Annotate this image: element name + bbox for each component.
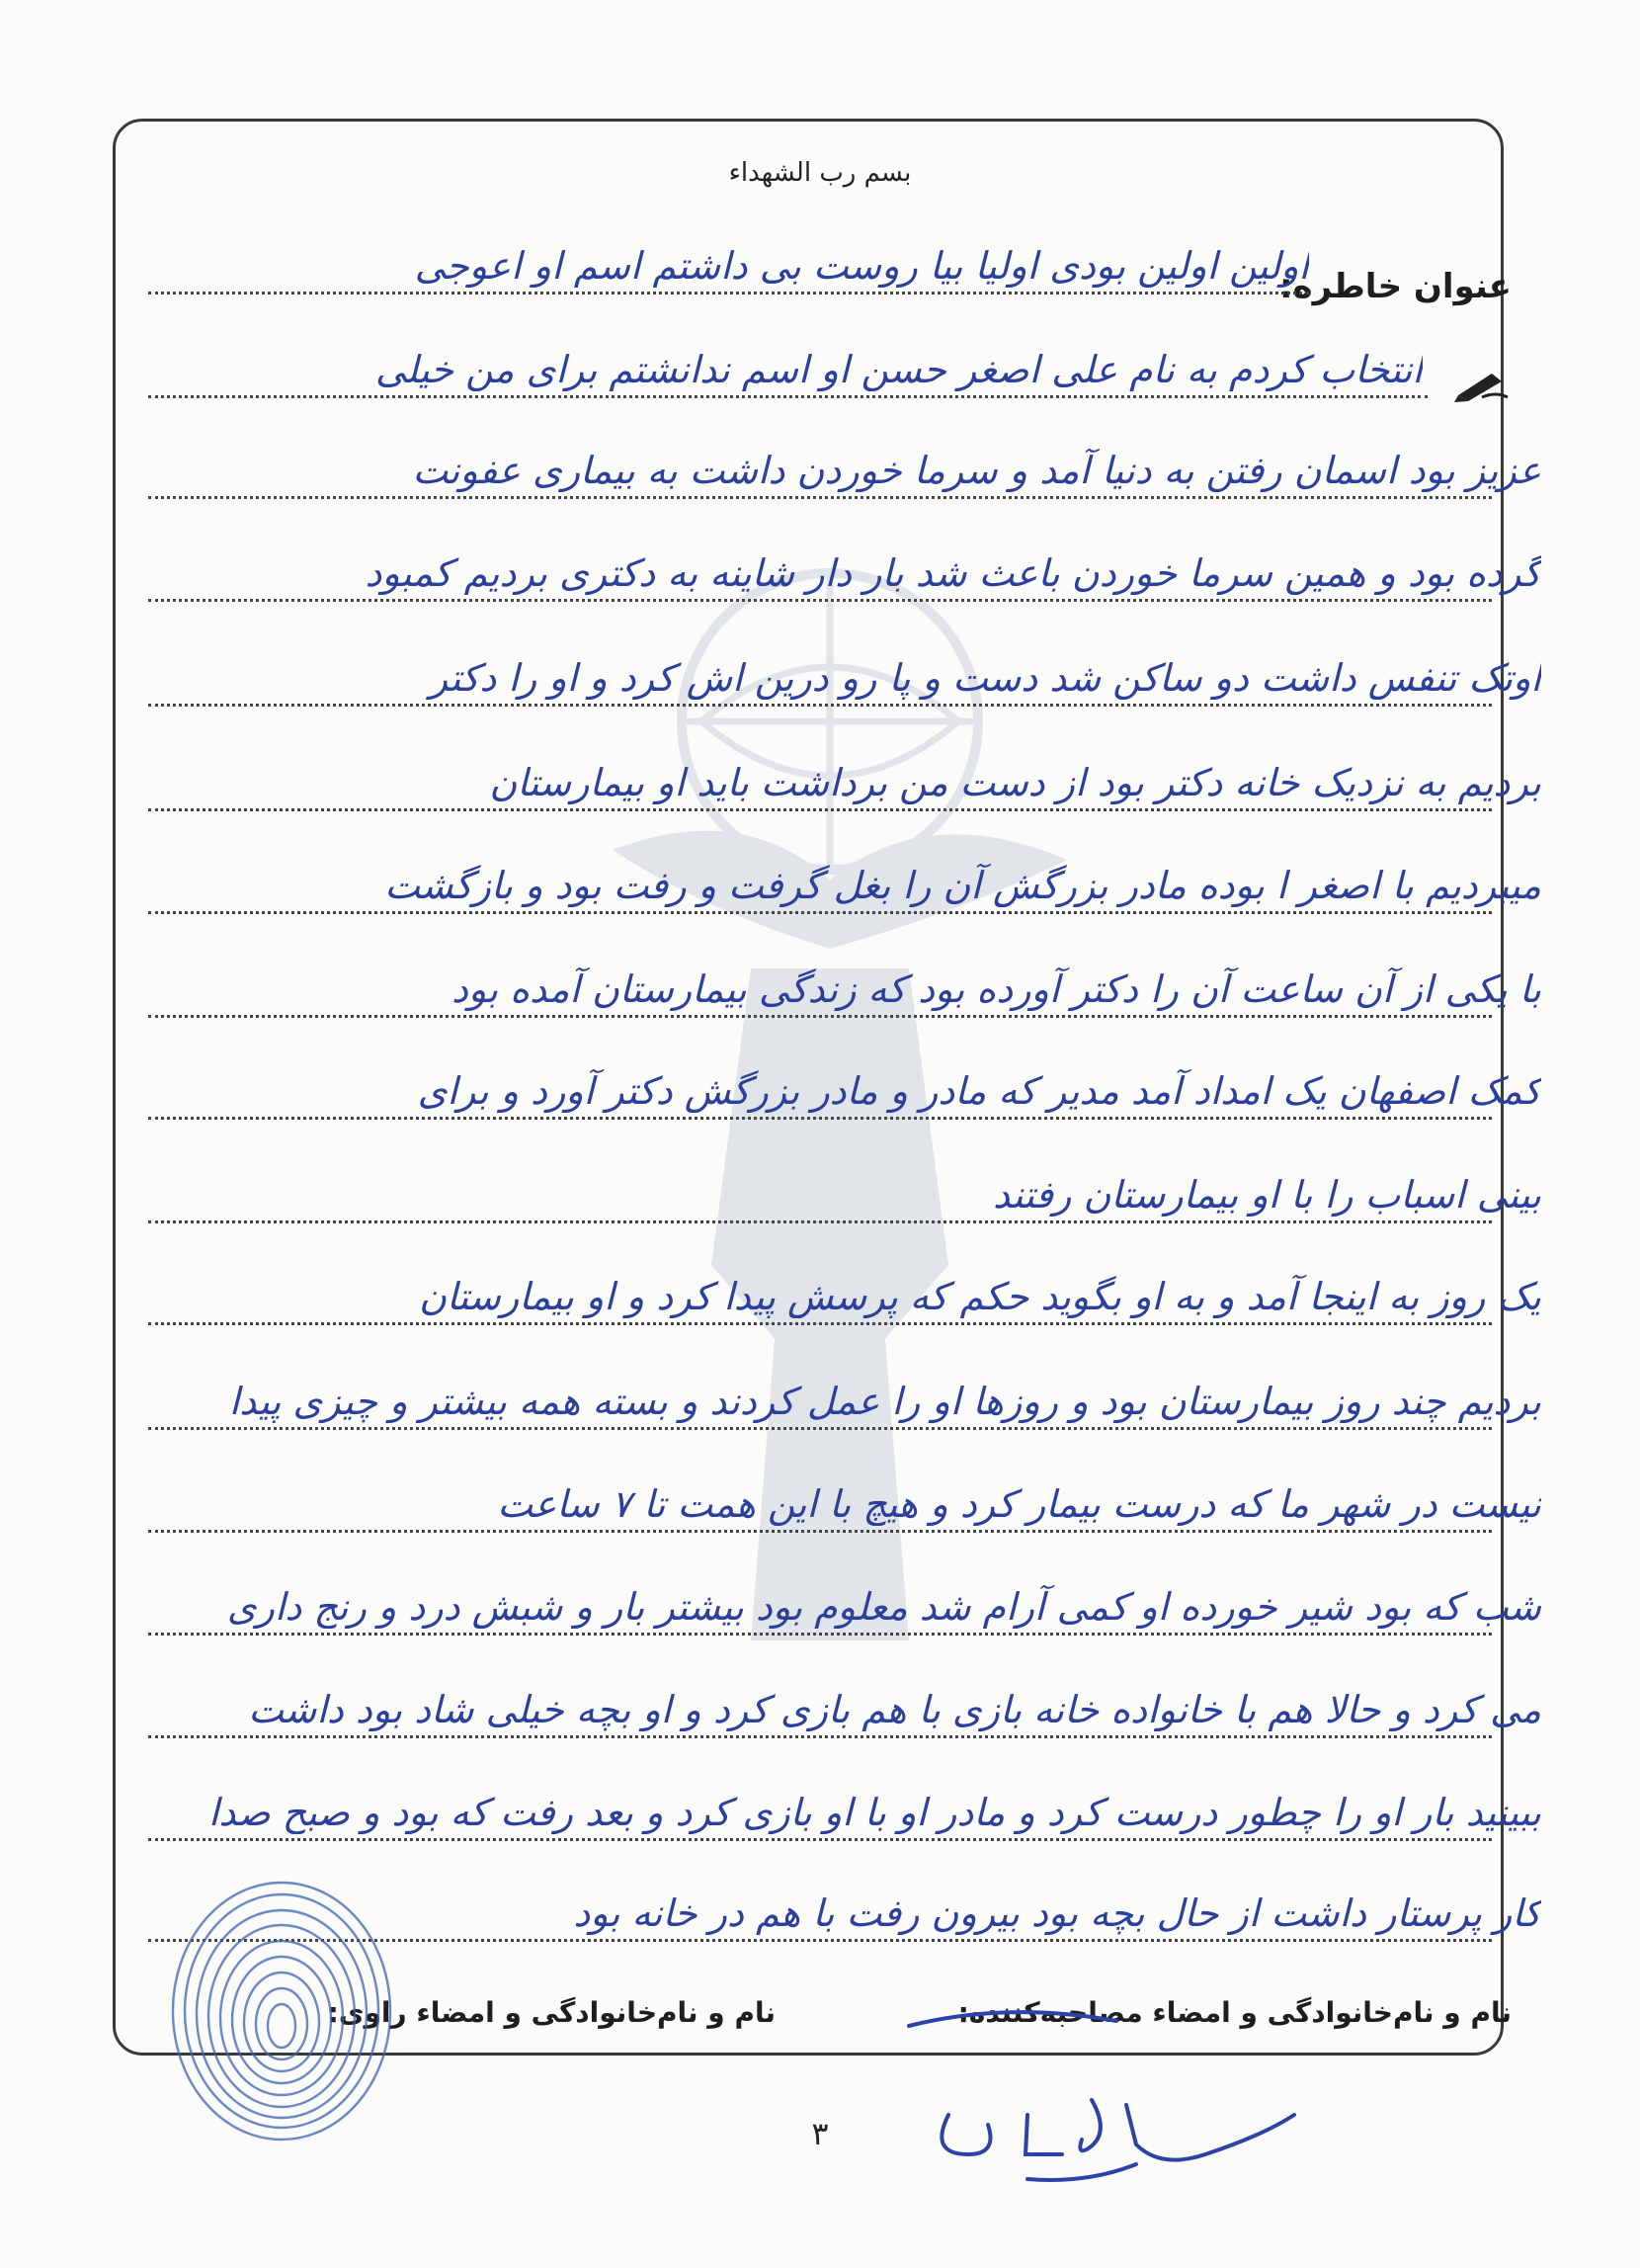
- handwritten-line: میبردیم با اصغر ا بوده مادر بزرگش آن را بغل گرفت و رفت بود و بازگشت: [384, 864, 1541, 907]
- handwritten-line: با یکی از آن ساعت آن را دکتر آورده بود که زندگی بیمارستان آمده بود: [451, 967, 1541, 1011]
- pen-writing-icon: [1452, 368, 1510, 403]
- handwritten-line: نیست در شهر ما که درست بیمار کرد و هیچ با این همت تا ۷ ساعت: [497, 1482, 1541, 1526]
- writing-line: [148, 395, 1428, 398]
- handwritten-line: بردیم به نزدیک خانه دکتر بود از دست من برداشت باید او بیمارستان: [489, 761, 1541, 804]
- handwritten-line: اولین اولین بودی اولیا بیا روست بی داشتم اسم او اعوجی: [414, 244, 1309, 288]
- writing-line: [148, 704, 1492, 707]
- handwritten-line: کمک اصفهان یک امداد آمد مدیر که مادر و مادر بزرگش دکتر آورد و برای: [417, 1069, 1541, 1113]
- basmala-heading: بسم رب الشهداء: [728, 158, 912, 188]
- page-number: ۳: [811, 2115, 829, 2152]
- interviewer-signature: [889, 2006, 1304, 2194]
- writing-line: [148, 496, 1492, 499]
- handwritten-line: یک روز به اینجا آمد و به او بگوید حکم که پرسش پیدا کرد و او بیمارستان: [419, 1275, 1541, 1318]
- writing-line: [148, 911, 1492, 914]
- writing-line: [148, 1735, 1492, 1738]
- writing-line: [148, 599, 1492, 602]
- handwritten-line: شب که بود شیر خورده او کمی آرام شد معلوم بود بیشتر بار و شبش درد و رنج داری: [226, 1585, 1541, 1629]
- writing-line: [148, 1322, 1492, 1325]
- writing-line: [148, 1117, 1492, 1120]
- writing-line: [148, 1838, 1492, 1841]
- handwritten-line: می کرد و حالا هم با خانواده خانه بازی با هم بازی کرد و او بچه خیلی شاد بود داشت: [248, 1688, 1541, 1731]
- writing-line: [148, 1015, 1492, 1018]
- fingerprint-mark: [158, 1868, 405, 2154]
- writing-line: [148, 1530, 1492, 1533]
- interviewer-signature-label: نام و نام‌خانوادگی و امضاء مصاحبه‌کننده:: [957, 1996, 1512, 2029]
- handwritten-line: گرده بود و همین سرما خوردن باعث شد بار دار شاینه به دکتری بردیم کمبود: [365, 551, 1541, 595]
- handwritten-line: عزیز بود اسمان رفتن به دنیا آمد و سرما خوردن داشت به بیماری عفونت: [412, 449, 1541, 492]
- handwritten-line: انتخاب کردم به نام علی اصغر حسن او اسم ندانشتم برای من خیلی: [374, 348, 1423, 391]
- handwritten-line: اوتک تنفس داشت دو ساکن شد دست و پا رو درین اش کرد و او را دکتر: [429, 656, 1541, 700]
- writing-line: [148, 808, 1492, 811]
- narrator-signature-label: نام و نام‌خانوادگی و امضاء راوی:: [327, 1996, 776, 2029]
- memoir-title-label: عنوان خاطره:: [1278, 267, 1512, 306]
- writing-line: [148, 292, 1309, 294]
- handwritten-line: بینی اسباب را با او بیمارستان رفتند: [993, 1173, 1541, 1217]
- writing-line: [148, 1220, 1492, 1223]
- handwritten-line: کار پرستار داشت از حال بچه بود بیرون رفت با هم در خانه بود: [573, 1891, 1541, 1935]
- writing-line: [148, 1427, 1492, 1430]
- handwritten-line: ببینید بار او را چطور درست کرد و مادر او با او بازی کرد و بعد رفت که بود و صبح صدا: [207, 1791, 1541, 1834]
- handwritten-line: بردیم چند روز بیمارستان بود و روزها او را عمل کردند و بسته همه بیشتر و چیزی پیدا: [228, 1380, 1541, 1423]
- writing-line: [148, 1633, 1492, 1636]
